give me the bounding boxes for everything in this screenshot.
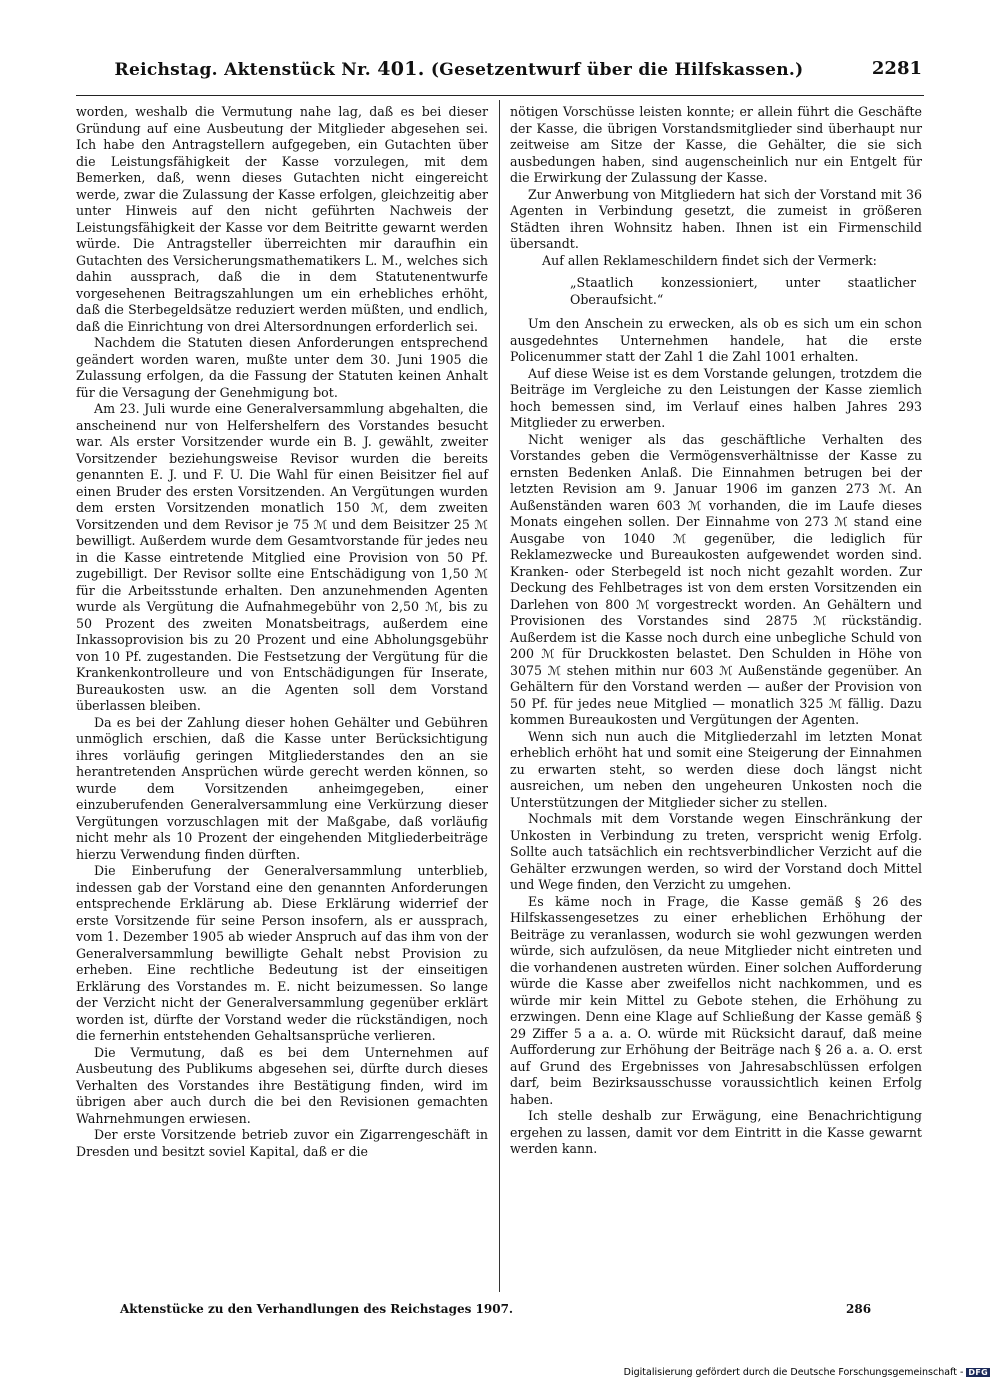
paragraph: Da es bei der Zahlung dieser hohen Gehälter und Gebühren unmöglich erschien, daß die Kasse unter Berücksichtigung ihres vorläufig geringen Mitgliederstandes den an sie herantretenden Ansprüchen würde gerecht werden können, so wurde dem Vorsitzenden anheimgegeben, einer einzuberufenden Generalversammlung eine Verkürzung dieser Vergütungen vorzuschlagen mit der Maßgabe, daß vorläufig nicht mehr als 10 Prozent der eingehenden Mitgliederbeiträge hierzu Verwendung finden dürften. xyxy=(76,714,488,862)
paragraph: Nochmals mit dem Vorstande wegen Einschränkung der Unkosten in Verbindung zu treten, verspricht wenig Erfolg. Sollte auch tatsächlich ein rechtsverbindlicher Verzicht auf die Gehälter erzwungen werden, so wird der Vorstand doch Mittel und Wege finden, den Verzicht zu umgehen. xyxy=(510,811,922,892)
document-number: 401. xyxy=(377,58,425,80)
paragraph: Zur Anwerbung von Mitgliedern hat sich der Vorstand mit 36 Agenten in Verbindung gesetzt, die zumeist in größeren Städten ihren Wohnsitz haben. Ihnen ist ein Firmenschild übersandt. xyxy=(510,186,922,251)
running-title-aktenstueck: Aktenstück Nr. xyxy=(224,60,371,80)
paragraph: Wenn sich nun auch die Mitgliederzahl im letzten Monat erheblich erhöht hat und somit eine Steigerung der Einnahmen zu erwarten steht, so werden diese doch längst nicht ausreichen, um neben den ungeheuren Unkosten noch die Unterstützungen der Mitglieder sicher zu stellen. xyxy=(510,728,922,810)
dfg-logo-icon: DFG xyxy=(968,1368,988,1377)
footer-signature-mark: 286 xyxy=(846,1302,872,1316)
page-number: 2281 xyxy=(871,58,922,79)
paragraph: worden, weshalb die Vermutung nahe lag, daß es bei dieser Gründung auf eine Ausbeutung der Mitglieder abgesehen sei. Ich habe den Antragstellern aufgegeben, ein Gutachten über die Leistungsfähigkeit der Kasse vorzulegen, mit dem Bemerken, daß, wenn dieses Gutachten nicht eingereicht werde, zwar die Zulassung der Kasse erfolgen, gleichzeitig aber unter Hinweis auf den nicht geführten Nachweis der Leistungsfähigkeit der Kasse vor dem Beitritte gewarnt werden würde. Die Antragsteller überreichten mir daraufhin ein Gutachten des Versicherungsmathematikers L. M., welches sich dahin aussprach, daß die in dem Statutenentwurfe vorgesehenen Beitragszahlungen um ein erhebliches erhöht, daß die Sterbegeldsätze reduziert werden müßten, und endlich, daß die Einrichtung von drei Altersordnungen erforderlich sei. xyxy=(76,104,488,334)
page-header xyxy=(76,58,922,88)
footer-source: Aktenstücke zu den Verhandlungen des Reichstages 1907. xyxy=(120,1302,514,1316)
running-title-subject: (Gesetzentwurf über die Hilfskassen.) xyxy=(430,60,804,80)
paragraph: Nicht weniger als das geschäftliche Verhalten des Vorstandes geben die Vermögensverhältnisse der Kasse zu ernsten Bedenken Anlaß. Die Einnahmen betrugen bei der letzten Revision am 9. Januar 1906 im ganzen 273 ℳ. An Außenständen waren 603 ℳ vorhanden, die im Laufe dieses Monats eingehen sollen. Der Einnahme von 273 ℳ stand eine Ausgabe von 1040 ℳ gegenüber, die lediglich für Reklamezwecke und Bureaukosten aufgewendet worden sind. Kranken- oder Sterbegeld ist noch nicht gezahlt worden. Zur Deckung des Fehlbetrages ist von dem ersten Vorsitzenden ein Darlehen von 800 ℳ vorgestreckt worden. An Gehältern und Provisionen des Vorstandes sind 2875 ℳ rückständig. Außerdem ist die Kasse noch durch eine unbegliche Schuld von 200 ℳ für Druckkosten belastet. Den Schulden in Höhe von 3075 ℳ stehen mithin nur 603 ℳ Außenstände gegenüber. An Gehältern für den Vorstand werden — außer der Provision von 50 Pf. für jedes neue Mitglied — monatlich 325 ℳ fällig. Dazu kommen Bureaukosten und Vergütungen der Agenten. xyxy=(510,431,922,727)
header-rule xyxy=(76,95,924,96)
digitization-credit xyxy=(624,1367,990,1378)
column-divider xyxy=(499,100,500,1292)
paragraph: Auf diese Weise ist es dem Vorstande gelungen, trotzdem die Beiträge im Vergleiche zu den Leistungen der Kasse ziemlich hoch bemessen sind, im Verlauf eines halben Jahres 293 Mitglieder zu erwerben. xyxy=(510,365,922,430)
credit-text: Digitalisierung gefördert durch die Deutsche Forschungsgemeinschaft - xyxy=(623,1367,964,1378)
paragraph: Am 23. Juli wurde eine Generalversammlung abgehalten, die anscheinend nur von Helfershelfern des Vorstandes besucht war. Als erster Vorsitzender wurde ein B. J. gewählt, zweiter Vorsitzender beziehungsweise Revisor wurden die bereits genannten E. J. und F. U. Die Wahl für einen Beisitzer fiel auf einen Bruder des ersten Vorsitzenden. An Vergütungen wurden dem ersten Vorsitzenden monatlich 150 ℳ, dem zweiten Vorsitzenden und dem Revisor je 75 ℳ und dem Beisitzer 25 ℳ bewilligt. Außerdem wurde dem Gesamtvorstande für jedes neu in die Kasse eintretende Mitglied eine Provision von 50 Pf. zugebilligt. Der Revisor sollte eine Entschädigung von 1,50 ℳ für die Arbeitsstunde erhalten. Den anzunehmenden Agenten wurde als Vergütung die Aufnahmegebühr von 2,50 ℳ, bis zu 50 Prozent des zweiten Monatsbeitrags, außerdem eine Inkassoprovision bis zu 20 Prozent und eine Abholungsgebühr von 10 Pf. zugestanden. Die Festsetzung der Vergütung für die Krankenkontrolleure und von Entschädigungen für Inserate, Bureaukosten usw. an die Agenten soll dem Vorstand überlassen bleiben. xyxy=(76,401,488,713)
paragraph: Die Vermutung, daß es bei dem Unternehmen auf Ausbeutung des Publikums abgesehen sei, dürfte durch dieses Verhalten des Vorstandes ihre Bestätigung finden, wird im übrigen aber auch durch die bei den Revisionen gemachten Wahrnehmungen erwiesen. xyxy=(76,1044,488,1126)
paragraph: Nachdem die Statuten diesen Anforderungen entsprechend geändert worden waren, mußte unter dem 30. Juni 1905 die Zulassung erfolgen, da die Fassung der Statuten keinen Anhalt für die Versagung der Genehmigung bot. xyxy=(76,335,488,400)
paragraph: Der erste Vorsitzende betrieb zuvor ein Zigarrengeschäft in Dresden und besitzt soviel Kapital, daß er die xyxy=(76,1127,488,1159)
paragraph: nötigen Vorschüsse leisten konnte; er allein führt die Geschäfte der Kasse, die übrigen Vorstandsmitglieder sind überhaupt nur zeitweise am Sitze der Kasse, die Gehälter, die sie sich ausbedungen haben, sind augenscheinlich nur ein Entgelt für die Erwirkung der Zulassung der Kasse. xyxy=(510,104,922,185)
running-title xyxy=(76,58,842,80)
right-column xyxy=(510,104,922,1158)
paragraph: Ich stelle deshalb zur Erwägung, eine Benachrichtigung ergehen zu lassen, damit vor dem Eintritt in die Kasse gewarnt werden kann. xyxy=(510,1108,922,1156)
paragraph: Auf allen Reklameschildern findet sich der Vermerk: xyxy=(542,252,877,268)
paragraph: Die Einberufung der Generalversammlung unterblieb, indessen gab der Vorstand eine den genannten Anforderungen entsprechende Erklärung ab. Diese Erklärung widerrief der erste Vorsitzende für seine Person insofern, als er aussprach, vom 1. Dezember 1905 ab wieder Anspruch auf das ihm von der Generalversammlung bewilligte Gehalt nebst Provision zu erheben. Eine rechtliche Bedeutung ist der einseitigen Erklärung des Vorstandes m. E. nicht beizumessen. So lange der Verzicht nicht der Generalversammlung gegenüber erklärt worden ist, dürfte der Vorstand weder die rückständigen, noch die fernerhin entstehenden Gehaltsansprüche verlieren. xyxy=(76,863,488,1043)
running-title-reichstag: Reichstag. xyxy=(114,60,218,80)
left-column xyxy=(76,104,488,1160)
paragraph: Es käme noch in Frage, die Kasse gemäß § 26 des Hilfskassengesetzes zu einer erheblichen Erhöhung der Beiträge zu veranlassen, wodurch sie wohl gezwungen werden würde, sich aufzulösen, da neue Mitglieder nicht eintreten und die vorhandenen austreten würden. Einer solchen Aufforderung würde die Kasse aber zweifellos nicht nachkommen, und es würde mir kein Mittel zu Gebote stehen, die Erhöhung zu erzwingen. Denn eine Klage auf Schließung der Kasse gemäß § 29 Ziffer 5 a a. a. O. würde mit Rücksicht darauf, daß meine Aufforderung zur Erhöhung der Beiträge nach § 26 a. a. O. erst auf Grund des Ergebnisses von Jahresabschlüssen erfolgen darf, beim Bezirksausschusse voraussichtlich keinen Erfolg haben. xyxy=(510,893,922,1107)
paragraph: Um den Anschein zu erwecken, als ob es sich um ein schon ausgedehntes Unternehmen handele, hat die erste Policenummer statt der Zahl 1 die Zahl 1001 erhalten. xyxy=(510,316,922,364)
quoted-notice: „Staatlich konzessioniert, unter staatlicher Oberaufsicht.“ xyxy=(570,275,916,307)
